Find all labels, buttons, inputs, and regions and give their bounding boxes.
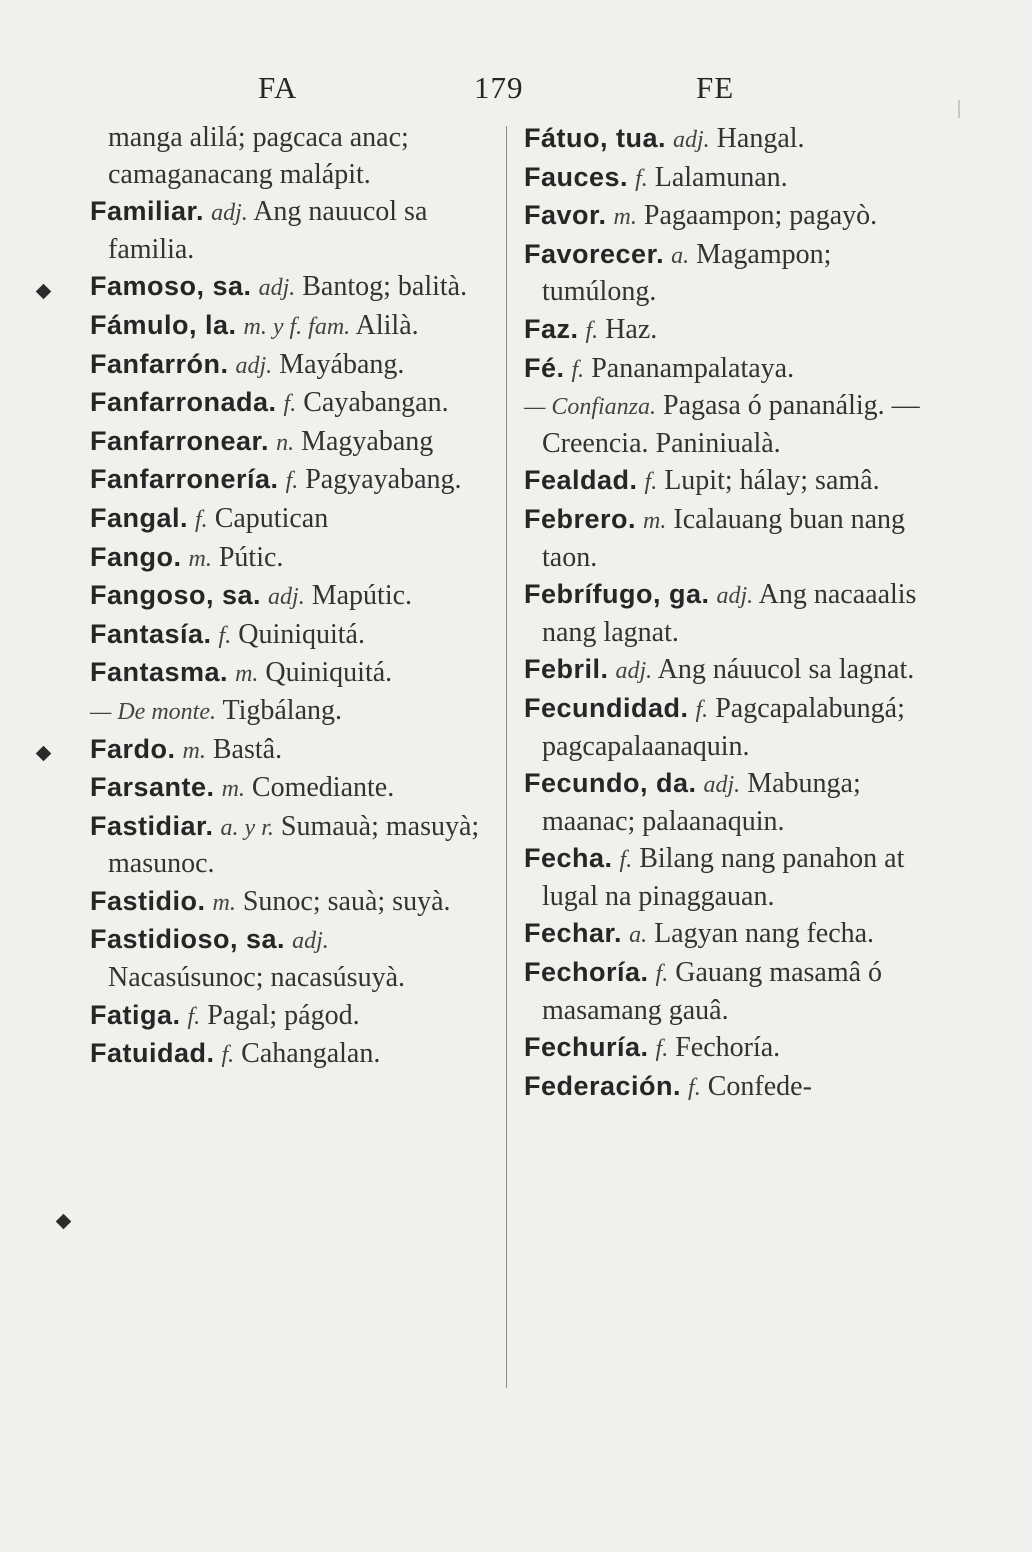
entry-grammar: adj. bbox=[235, 352, 273, 379]
entry-headword: Familiar. bbox=[90, 196, 205, 227]
dictionary-entry bbox=[90, 769, 488, 808]
dictionary-entry bbox=[90, 193, 488, 268]
entry-definition: Magampon; tumúlong. bbox=[542, 238, 832, 308]
entry-headword: Fechar. bbox=[524, 918, 623, 949]
entry-grammar: f. bbox=[619, 847, 633, 874]
dictionary-entry bbox=[524, 236, 920, 311]
margin-mark bbox=[36, 746, 52, 762]
dictionary-entry bbox=[524, 462, 920, 501]
dictionary-entry bbox=[90, 921, 488, 996]
dictionary-entry bbox=[90, 693, 488, 731]
entry-definition: Lupit; hálay; samâ. bbox=[664, 465, 880, 497]
entry-headword: Fanfarronería. bbox=[90, 464, 279, 495]
entry-definition: Magyabang bbox=[301, 425, 434, 457]
dictionary-entry bbox=[90, 307, 488, 346]
entry-definition: Caputican bbox=[214, 502, 329, 534]
dictionary-entry bbox=[524, 197, 920, 236]
entry-definition: Icalauang buan nang taon. bbox=[542, 503, 906, 573]
entry-definition: Bantog; balità. bbox=[302, 271, 468, 303]
entry-definition: Sunoc; sauà; suyà. bbox=[242, 885, 451, 917]
entry-headword: Fealdad. bbox=[524, 465, 638, 496]
entry-headword: Fatuidad. bbox=[90, 1038, 215, 1069]
entry-definition: Mayábang. bbox=[279, 348, 405, 380]
entry-grammar: adj. bbox=[292, 928, 329, 955]
entry-headword: Fé. bbox=[524, 352, 565, 383]
entry-definition: Pagasa ó pananálig. — Creencia. Paniniualà. bbox=[542, 390, 920, 459]
dictionary-entry bbox=[524, 1068, 920, 1107]
entry-headword: Febrífugo, ga. bbox=[524, 579, 710, 610]
entry-definition: Pagaampon; pagayò. bbox=[643, 200, 878, 232]
entry-definition: Ang náuucol sa lagnat. bbox=[657, 654, 915, 686]
left-column bbox=[90, 120, 488, 1074]
dictionary-entry bbox=[90, 808, 488, 883]
entry-grammar: m. bbox=[212, 889, 236, 916]
entry-grammar: m. bbox=[221, 776, 245, 803]
entry-definition: Sumauà; masuyà; masunoc. bbox=[108, 810, 480, 880]
dictionary-entry bbox=[90, 1035, 488, 1074]
entry-headword: Fanfarronada. bbox=[90, 387, 277, 418]
entry-grammar: n. bbox=[276, 429, 295, 456]
entry-headword: Fecundo, da. bbox=[524, 768, 697, 799]
entry-grammar: adj. bbox=[615, 658, 653, 685]
entry-definition: Lalamunan. bbox=[654, 161, 788, 193]
entry-headword: Fanfarronear. bbox=[90, 425, 270, 456]
entry-grammar: adj. bbox=[673, 127, 710, 153]
entry-headword: Fauces. bbox=[524, 161, 629, 192]
entry-definition: Ang nauucol sa familia. bbox=[108, 196, 428, 265]
running-head-left: FA bbox=[258, 70, 298, 105]
entry-definition: Pútic. bbox=[218, 541, 284, 573]
entry-definition: Cayabangan. bbox=[303, 387, 449, 419]
entry-headword: Fastidio. bbox=[90, 885, 206, 916]
entry-definition: Alilà. bbox=[355, 309, 419, 341]
dictionary-entry bbox=[524, 120, 920, 159]
entry-definition: Mapútic. bbox=[311, 580, 413, 612]
entry-grammar: adj. bbox=[211, 200, 248, 227]
entry-headword: Fatiga. bbox=[90, 999, 181, 1030]
dictionary-entry bbox=[90, 423, 488, 462]
entry-definition: Fechoría. bbox=[675, 1032, 781, 1064]
entry-grammar: m. bbox=[613, 204, 637, 231]
dictionary-entry bbox=[524, 388, 920, 462]
entry-definition: Nacasúsunoc; nacasúsuyà. bbox=[108, 962, 406, 994]
dictionary-entry bbox=[524, 954, 920, 1029]
entry-headword: Favor. bbox=[524, 200, 607, 231]
entry-definition: Hangal. bbox=[716, 123, 805, 154]
entry-definition: Pananampalataya. bbox=[591, 352, 795, 384]
entry-grammar: adj. bbox=[716, 583, 754, 610]
entry-headword: Fantasma. bbox=[90, 657, 229, 688]
dictionary-entry bbox=[90, 120, 488, 193]
dictionary-entry bbox=[524, 690, 920, 765]
entry-grammar: f. bbox=[283, 391, 297, 418]
page-number: 179 bbox=[474, 70, 524, 105]
entry-definition: Confede- bbox=[707, 1070, 812, 1102]
entry-definition: Mabunga; maanac; palaanaquin. bbox=[542, 768, 861, 837]
dictionary-entry bbox=[90, 577, 488, 616]
dictionary-entry bbox=[524, 350, 920, 389]
entry-definition: Haz. bbox=[605, 313, 658, 345]
entry-headword: Fardo. bbox=[90, 733, 176, 764]
entry-definition: Cahangalan. bbox=[241, 1038, 381, 1070]
entry-grammar: adj. bbox=[258, 275, 296, 302]
dictionary-entry bbox=[90, 384, 488, 423]
dictionary-entry bbox=[524, 840, 920, 915]
right-column bbox=[524, 120, 920, 1106]
entry-grammar: — De monte. bbox=[90, 698, 216, 725]
dictionary-entry bbox=[90, 268, 488, 307]
entry-grammar: m. y f. fam. bbox=[243, 313, 351, 340]
dictionary-entry bbox=[524, 651, 920, 690]
entry-definition: Quiniquitá. bbox=[238, 618, 365, 650]
entry-grammar: — Confianza. bbox=[524, 394, 657, 421]
dictionary-entry bbox=[90, 500, 488, 539]
entry-grammar: a. y r. bbox=[220, 814, 274, 841]
dictionary-entry bbox=[90, 997, 488, 1036]
entry-headword: Fámulo, la. bbox=[90, 309, 237, 340]
margin-smudge bbox=[958, 100, 960, 118]
entry-headword: Fastidiar. bbox=[90, 810, 214, 841]
dictionary-entry bbox=[90, 654, 488, 693]
dictionary-entry bbox=[524, 159, 920, 198]
entry-headword: Fecundidad. bbox=[524, 692, 689, 723]
entry-headword: Febrero. bbox=[524, 503, 637, 534]
entry-grammar: m. bbox=[643, 507, 667, 534]
dictionary-entry bbox=[524, 576, 920, 651]
dictionary-entry bbox=[90, 346, 488, 385]
entry-grammar: f. bbox=[195, 506, 208, 533]
margin-mark bbox=[36, 284, 52, 300]
dictionary-entry bbox=[90, 731, 488, 770]
entry-definition: Pagal; págod. bbox=[207, 999, 360, 1031]
entry-definition: Tigbálang. bbox=[222, 694, 343, 726]
entry-headword: Fecha. bbox=[524, 843, 613, 874]
running-head-right: FE bbox=[696, 70, 735, 105]
entry-headword: Fangal. bbox=[90, 502, 189, 533]
entry-headword: Fantasía. bbox=[90, 618, 212, 649]
entry-headword: Fanfarrón. bbox=[90, 348, 229, 379]
entry-definition: Pagyayabang. bbox=[305, 464, 462, 496]
margin-mark bbox=[56, 1214, 72, 1230]
entry-definition: Quiniquitá. bbox=[265, 657, 393, 689]
entry-grammar: f. bbox=[187, 1003, 201, 1030]
entry-definition: Ang nacaaalis nang lagnat. bbox=[542, 579, 917, 648]
entry-grammar: a. bbox=[629, 922, 648, 949]
column-divider bbox=[506, 126, 507, 1388]
dictionary-entry bbox=[524, 1029, 920, 1068]
entry-grammar: f. bbox=[221, 1042, 235, 1069]
entry-grammar: m. bbox=[235, 661, 259, 688]
dictionary-entry bbox=[524, 311, 920, 350]
entry-grammar: f. bbox=[218, 622, 232, 649]
entry-grammar: m. bbox=[182, 737, 206, 764]
entry-grammar: f. bbox=[655, 1036, 669, 1063]
entry-definition: Comediante. bbox=[251, 772, 395, 804]
entry-headword: Fechoría. bbox=[524, 957, 649, 988]
dictionary-entry bbox=[90, 461, 488, 500]
entry-definition: manga alilá; pagcaca anac; camaganacang malápit. bbox=[108, 122, 409, 190]
entry-headword: Farsante. bbox=[90, 772, 215, 803]
dictionary-entry bbox=[90, 616, 488, 655]
entry-grammar: f. bbox=[571, 356, 585, 383]
dictionary-entry bbox=[524, 765, 920, 840]
entry-definition: Gauang masamâ ó masamang gauâ. bbox=[542, 957, 883, 1026]
entry-grammar: m. bbox=[188, 545, 212, 572]
entry-grammar: adj. bbox=[703, 772, 741, 799]
entry-headword: Fátuo, tua. bbox=[524, 123, 666, 153]
entry-headword: Federación. bbox=[524, 1070, 682, 1101]
entry-headword: Febril. bbox=[524, 654, 609, 685]
dictionary-entry bbox=[524, 501, 920, 576]
dictionary-entry bbox=[90, 539, 488, 578]
entry-grammar: f. bbox=[695, 696, 709, 723]
entry-grammar: f. bbox=[644, 469, 658, 496]
entry-headword: Fango. bbox=[90, 541, 182, 572]
dictionary-entry bbox=[90, 883, 488, 922]
entry-headword: Fangoso, sa. bbox=[90, 580, 262, 611]
entry-grammar: f. bbox=[688, 1074, 701, 1101]
entry-grammar: f. bbox=[635, 165, 648, 192]
entry-definition: Bilang nang panahon at lugal na pinaggauan. bbox=[542, 843, 905, 912]
entry-grammar: f. bbox=[585, 317, 599, 344]
entry-grammar: a. bbox=[671, 242, 690, 269]
entry-headword: Favorecer. bbox=[524, 238, 665, 269]
entry-headword: Faz. bbox=[524, 313, 579, 344]
entry-grammar: f. bbox=[285, 468, 299, 495]
entry-definition: Pagcapalabungá; pagcapalaanaquin. bbox=[542, 692, 905, 762]
entry-headword: Fastidioso, sa. bbox=[90, 924, 286, 955]
entry-headword: Fechuría. bbox=[524, 1032, 649, 1063]
running-head bbox=[0, 70, 1032, 114]
entry-definition: Lagyan nang fecha. bbox=[654, 918, 875, 950]
entry-definition: Bastâ. bbox=[212, 733, 283, 765]
entry-headword: Famoso, sa. bbox=[90, 271, 252, 302]
entry-grammar: adj. bbox=[268, 584, 305, 611]
dictionary-entry bbox=[524, 915, 920, 954]
entry-grammar: f. bbox=[655, 961, 669, 988]
